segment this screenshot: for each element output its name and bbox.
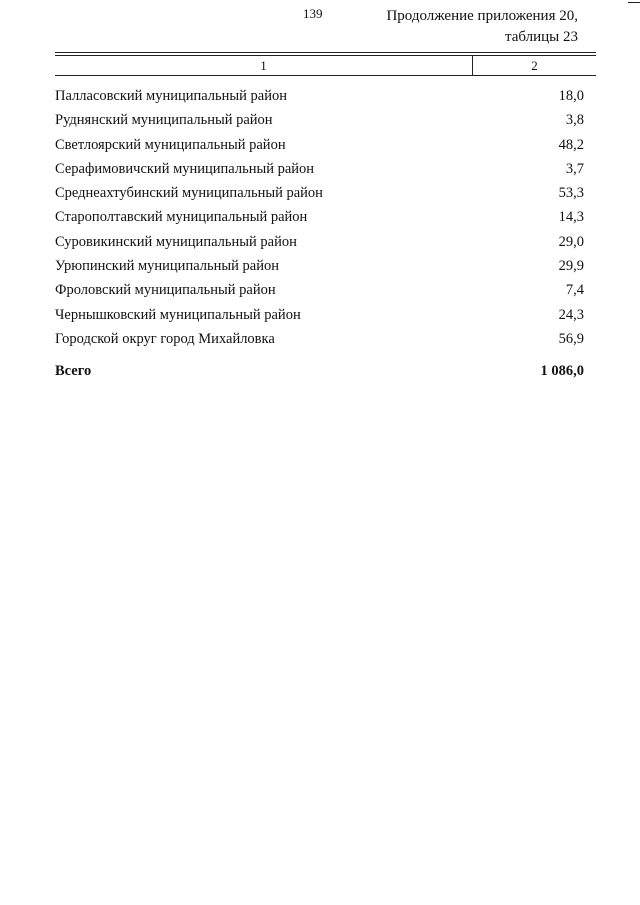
row-name: Старополтавский муниципальный район xyxy=(55,209,308,226)
row-name: Чернышковский муниципальный район xyxy=(55,306,301,323)
table-top-rule xyxy=(55,52,596,53)
table-body xyxy=(55,88,596,355)
row-value: 48,2 xyxy=(558,136,584,153)
row-name: Руднянский муниципальный район xyxy=(55,112,273,129)
continuation-note xyxy=(386,6,578,48)
row-name: Серафимовичский муниципальный район xyxy=(55,160,315,177)
table-row xyxy=(55,331,596,355)
row-name: Палласовский муниципальный район xyxy=(55,88,287,104)
table-row xyxy=(55,307,596,331)
table-row xyxy=(55,234,596,258)
row-name: Светлоярский муниципальный район xyxy=(55,136,286,153)
row-value: 7,4 xyxy=(565,282,584,299)
table-header xyxy=(55,56,596,75)
row-name: Урюпинский муниципальный район xyxy=(55,258,279,275)
table-row xyxy=(55,282,596,306)
table-row xyxy=(55,161,596,185)
total-row xyxy=(55,363,596,380)
row-name: Городской округ город Михайловка xyxy=(55,330,275,347)
total-label: Всего xyxy=(55,363,92,380)
row-value: 29,9 xyxy=(558,258,584,275)
row-value: 3,7 xyxy=(565,160,584,177)
row-value: 3,8 xyxy=(565,112,584,129)
continuation-line-1: Продолжение приложения 20, xyxy=(386,8,578,24)
page-number: 139 xyxy=(303,6,323,21)
table-row xyxy=(55,185,596,209)
row-value: 53,3 xyxy=(558,185,584,202)
table-row xyxy=(55,209,596,233)
table-row xyxy=(55,88,596,112)
row-value: 18,0 xyxy=(558,88,584,104)
edge-mark xyxy=(628,2,640,3)
row-name: Суровикинский муниципальный район xyxy=(55,233,297,250)
table-row xyxy=(55,137,596,161)
row-value: 29,0 xyxy=(558,233,584,250)
row-name: Среднеахтубинский муниципальный район xyxy=(55,185,323,202)
table-header-rule xyxy=(55,75,596,76)
row-value: 24,3 xyxy=(558,306,584,323)
column-header-1: 1 xyxy=(55,56,473,75)
table-row xyxy=(55,112,596,136)
row-name: Фроловский муниципальный район xyxy=(55,282,276,299)
column-header-2: 2 xyxy=(531,57,538,73)
continuation-line-2: таблицы 23 xyxy=(504,29,578,45)
row-value: 56,9 xyxy=(558,330,584,347)
data-table xyxy=(55,52,596,380)
total-value: 1 086,0 xyxy=(540,363,584,380)
table-row xyxy=(55,258,596,282)
row-value: 14,3 xyxy=(558,209,584,226)
